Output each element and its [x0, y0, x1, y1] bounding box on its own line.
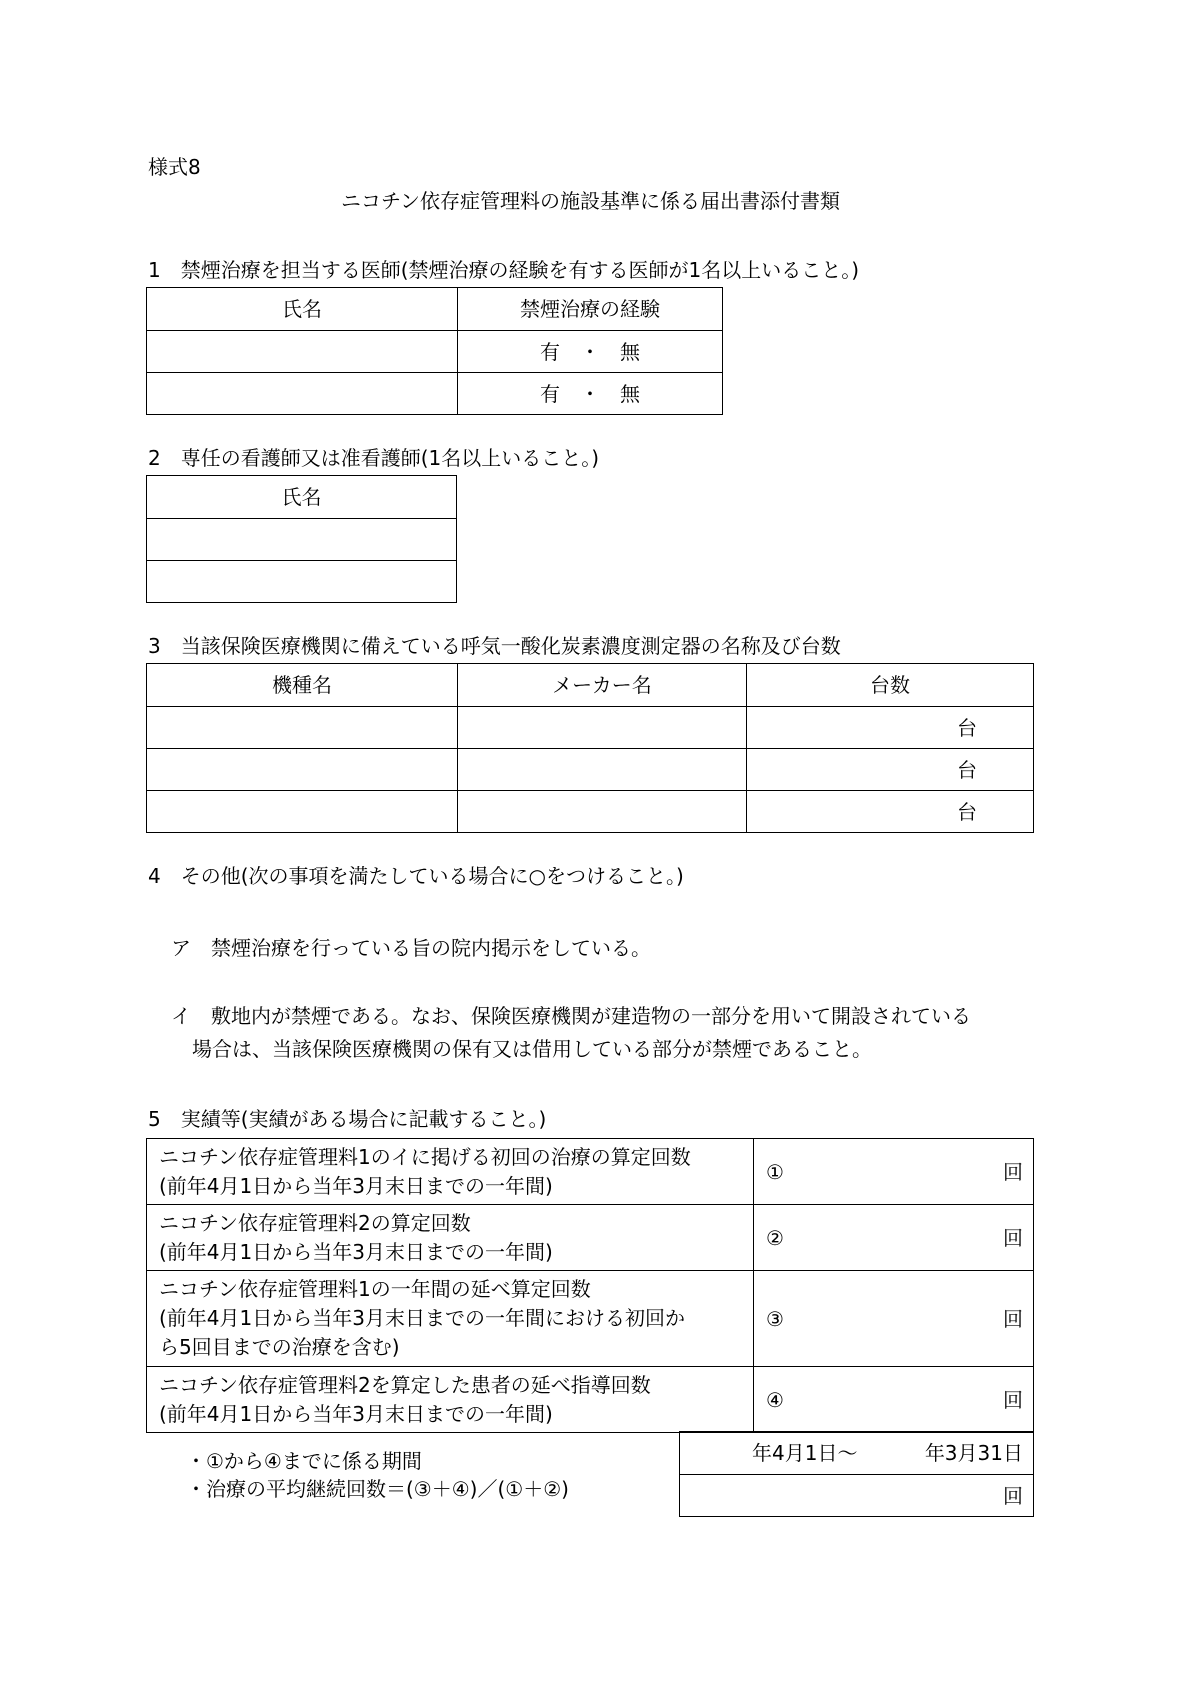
unit-label: 台 — [957, 799, 977, 824]
section4-heading: 4 その他(次の事項を満たしている場合に○をつけること。) — [148, 864, 684, 888]
unit-label: 台 — [957, 757, 977, 782]
result-label — [147, 1367, 754, 1433]
experience-choice[interactable]: 有 ・ 無 — [458, 373, 723, 415]
result-label-line: (前年4月1日から当年3月末日までの一年間) — [159, 1173, 553, 1198]
model-field[interactable] — [147, 791, 458, 833]
result-label — [147, 1139, 754, 1205]
section3-heading: 3 当該保険医療機関に備えている呼気一酸化炭素濃度測定器の名称及び台数 — [148, 634, 841, 658]
header-name: 氏名 — [147, 288, 458, 331]
result-count-field[interactable] — [754, 1271, 1034, 1367]
nurse-name-field[interactable] — [147, 561, 457, 603]
unit-label: 回 — [1003, 1159, 1023, 1184]
circled-number: ③ — [766, 1306, 784, 1331]
result-label-line: (前年4月1日から当年3月末日までの一年間) — [159, 1401, 553, 1426]
unit-label: 回 — [1003, 1483, 1023, 1508]
unit-label: 回 — [1003, 1387, 1023, 1412]
result-count-field[interactable] — [754, 1367, 1034, 1433]
period-start: 年4月1日～ — [752, 1441, 858, 1465]
page-title: ニコチン依存症管理料の施設基準に係る届出書添付書類 — [341, 189, 840, 213]
maker-field[interactable] — [458, 791, 747, 833]
result-label-line: ら5回目までの治療を含む) — [159, 1335, 400, 1359]
model-field[interactable] — [147, 707, 458, 749]
result-count-field[interactable] — [754, 1139, 1034, 1205]
result-label-line: (前年4月1日から当年3月末日までの一年間における初回か — [159, 1306, 685, 1330]
condition-a[interactable]: ア 禁煙治療を行っている旨の院内掲示をしている。 — [171, 936, 651, 960]
result-label-line: ニコチン依存症管理料2を算定した患者の延べ指導回数 — [159, 1372, 651, 1397]
result-count-field[interactable] — [754, 1205, 1034, 1271]
physician-name-field[interactable] — [147, 373, 458, 415]
header-count: 台数 — [747, 664, 1034, 707]
circled-number: ② — [766, 1225, 784, 1250]
note-average: ・治療の平均継続回数＝(③＋④)／(①＋②) — [186, 1477, 569, 1501]
model-field[interactable] — [147, 749, 458, 791]
period-end: 年3月31日 — [924, 1441, 1023, 1465]
header-maker: メーカー名 — [458, 664, 747, 707]
section5-heading: 5 実績等(実績がある場合に記載すること。) — [148, 1107, 547, 1131]
results-table — [146, 1138, 1034, 1433]
header-model: 機種名 — [147, 664, 458, 707]
circled-number: ④ — [766, 1387, 784, 1412]
result-label-line: ニコチン依存症管理料2の算定回数 — [159, 1210, 471, 1235]
circled-number: ① — [766, 1159, 784, 1184]
result-label-line: ニコチン依存症管理料1の一年間の延べ算定回数 — [159, 1277, 591, 1301]
period-table — [679, 1431, 1034, 1517]
maker-field[interactable] — [458, 749, 747, 791]
result-label — [147, 1271, 754, 1367]
unit-label: 回 — [1003, 1306, 1023, 1331]
result-label-line: (前年4月1日から当年3月末日までの一年間) — [159, 1239, 553, 1264]
section1-heading: 1 禁煙治療を担当する医師(禁煙治療の経験を有する医師が1名以上いること。) — [148, 258, 860, 282]
unit-label: 台 — [957, 715, 977, 740]
form-label: 様式8 — [148, 155, 201, 179]
period-field[interactable] — [680, 1432, 1034, 1475]
count-field[interactable] — [747, 749, 1034, 791]
condition-i-line1[interactable]: イ 敷地内が禁煙である。なお、保険医療機関が建造物の一部分を用いて開設されている — [171, 1004, 971, 1028]
result-label — [147, 1205, 754, 1271]
maker-field[interactable] — [458, 707, 747, 749]
header-experience: 禁煙治療の経験 — [458, 288, 723, 331]
condition-i-line2: 場合は、当該保険医療機関の保有又は借用している部分が禁煙であること。 — [192, 1037, 872, 1061]
unit-label: 回 — [1003, 1225, 1023, 1250]
count-field[interactable] — [747, 791, 1034, 833]
physician-name-field[interactable] — [147, 331, 458, 373]
nurse-name-field[interactable] — [147, 519, 457, 561]
result-label-line: ニコチン依存症管理料1のイに掲げる初回の治療の算定回数 — [159, 1144, 691, 1169]
section2-heading: 2 専任の看護師又は准看護師(1名以上いること。) — [148, 446, 600, 470]
nurse-table — [146, 475, 457, 603]
experience-choice[interactable]: 有 ・ 無 — [458, 331, 723, 373]
average-field[interactable] — [680, 1475, 1034, 1517]
physician-table — [146, 287, 723, 415]
count-field[interactable] — [747, 707, 1034, 749]
header-name: 氏名 — [147, 476, 457, 519]
note-period: ・①から④までに係る期間 — [186, 1449, 422, 1473]
device-table — [146, 663, 1034, 833]
